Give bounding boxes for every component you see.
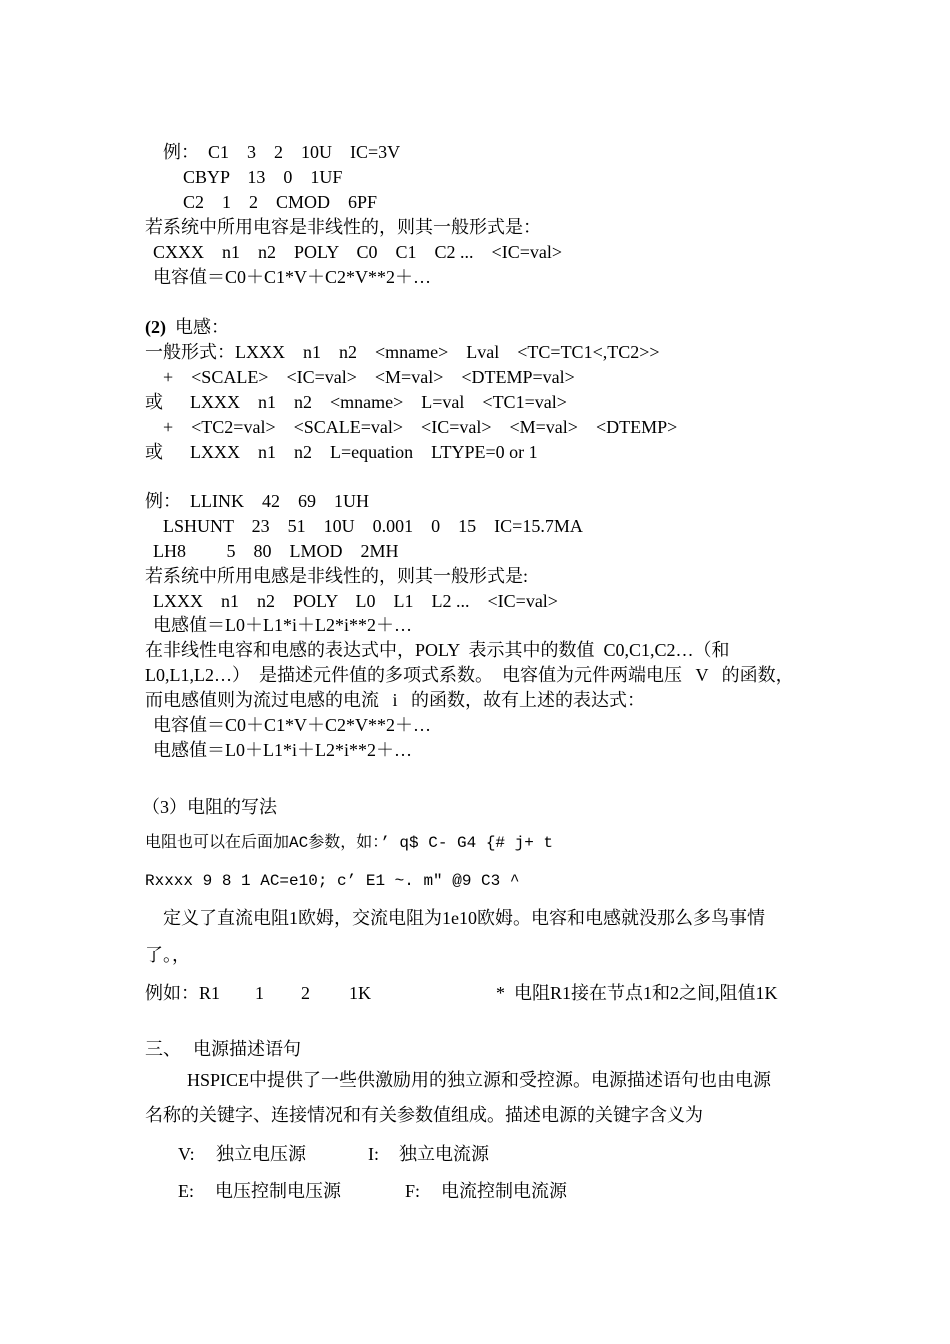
inductor-alt-form-1-cont: + <TC2=val> <SCALE=val> <IC=val> <M=val> <DTEMP> [163,417,678,437]
poly-explanation-1: 在非线性电容和电感的表达式中，POLY 表示其中的数值 C0,C1,C2…（和 [145,640,730,660]
power-heading [145,1038,301,1060]
resistor-example-label: 例如：R1 [145,983,221,1003]
power-heading-text: 电源描述语句 [193,1039,301,1059]
inductor-nonlinear-intro: 若系统中所用电感是非线性的，则其一般形式是: [145,566,528,586]
inductor-general-form-1: 一般形式：LXXX n1 n2 <mname> Lval <TC=TC1<,TC2>> [145,342,660,362]
f-key: F: [405,1181,421,1201]
e-description: 电压控制电压源 [215,1181,341,1201]
inductor-alt-form-2: 或 LXXX n1 n2 L=equation LTYPE=0 or 1 [145,442,538,462]
power-key-row-1 [178,1143,489,1165]
power-key-row-2 [178,1180,567,1202]
resistor-example-value: 1K [349,983,371,1003]
resistor-line-4: 了。， [145,945,190,965]
f-description: 电流控制电流源 [441,1181,567,1201]
capacitor-example-line-1: 例： C1 3 2 10U IC=3V [163,142,401,162]
resistor-heading: （3）电阻的写法 [142,797,277,817]
resistor-line-1: 电阻也可以在后面加AC参数，如：’ q$ C- G4 {# j+ t [145,834,554,852]
resistor-example-node-1: 1 [255,983,264,1003]
power-paragraph-1: HSPICE中提供了一些供激励用的独立源和受控源。电源描述语句也由电源 [187,1070,772,1090]
inductor-nonlinear-form: LXXX n1 n2 POLY L0 L1 L2 ... <IC=val> [153,591,558,611]
inductor-example-3: LH8 5 80 LMOD 2MH [153,541,399,561]
capacitor-nonlinear-form: CXXX n1 n2 POLY C0 C1 C2 ... <IC=val> [153,242,562,262]
resistor-example [145,982,778,1004]
capacitor-nonlinear-intro: 若系统中所用电容是非线性的，则其一般形式是： [145,217,541,237]
resistor-example-node-2: 2 [301,983,310,1003]
capacitor-example-line-2: CBYP 13 0 1UF [183,167,343,187]
v-description: 独立电压源 [216,1144,306,1164]
resistor-line-3: 定义了直流电阻1欧姆，交流电阻为1e10欧姆。电容和电感就没那么多鸟事情 [163,908,765,928]
poly-explanation-3: 而电感值则为流过电感的电流 i 的函数，故有上述的表达式： [145,690,645,710]
resistor-line-2: Rxxxx 9 8 1 AC=e10; c’ E1 ~. m″ @9 C3 ^ [145,872,520,890]
inductor-formula: 电感值＝L0＋L1*i＋L2*i**2＋… [153,615,412,635]
inductor-general-form-2: + <SCALE> <IC=val> <M=val> <DTEMP=val> [163,367,575,387]
v-key: V: [178,1144,195,1164]
capacitor-formula: 电容值＝C0＋C1*V＋C2*V**2＋… [153,267,432,287]
power-heading-number: 三、 [145,1039,181,1059]
resistor-example-comment: * 电阻R1接在节点1和2之间,阻值1K [496,983,778,1003]
i-key: I: [368,1144,379,1164]
inductor-heading-number: (2) [145,317,166,337]
inductor-example-2: LSHUNT 23 51 10U 0.001 0 15 IC=15.7MA [163,516,583,536]
capacitor-example-line-3: C2 1 2 CMOD 6PF [183,192,378,212]
inductor-heading [145,316,229,338]
inductor-alt-form-1: 或 LXXX n1 n2 <mname> L=val <TC1=val> [145,392,567,412]
inductance-formula: 电感值＝L0＋L1*i＋L2*i**2＋… [153,740,412,760]
e-key: E: [178,1181,194,1201]
power-paragraph-2: 名称的关键字、连接情况和有关参数值组成。描述电源的关键字含义为 [145,1105,703,1125]
inductor-example-1: 例： LLINK 42 69 1UH [145,491,369,511]
poly-explanation-2: L0,L1,L2…） 是描述元件值的多项式系数。 电容值为元件两端电压 V 的函数， [145,665,794,685]
capacitance-formula: 电容值＝C0＋C1*V＋C2*V**2＋… [153,715,432,735]
inductor-heading-text: 电感： [175,317,229,337]
i-description: 独立电流源 [399,1144,489,1164]
